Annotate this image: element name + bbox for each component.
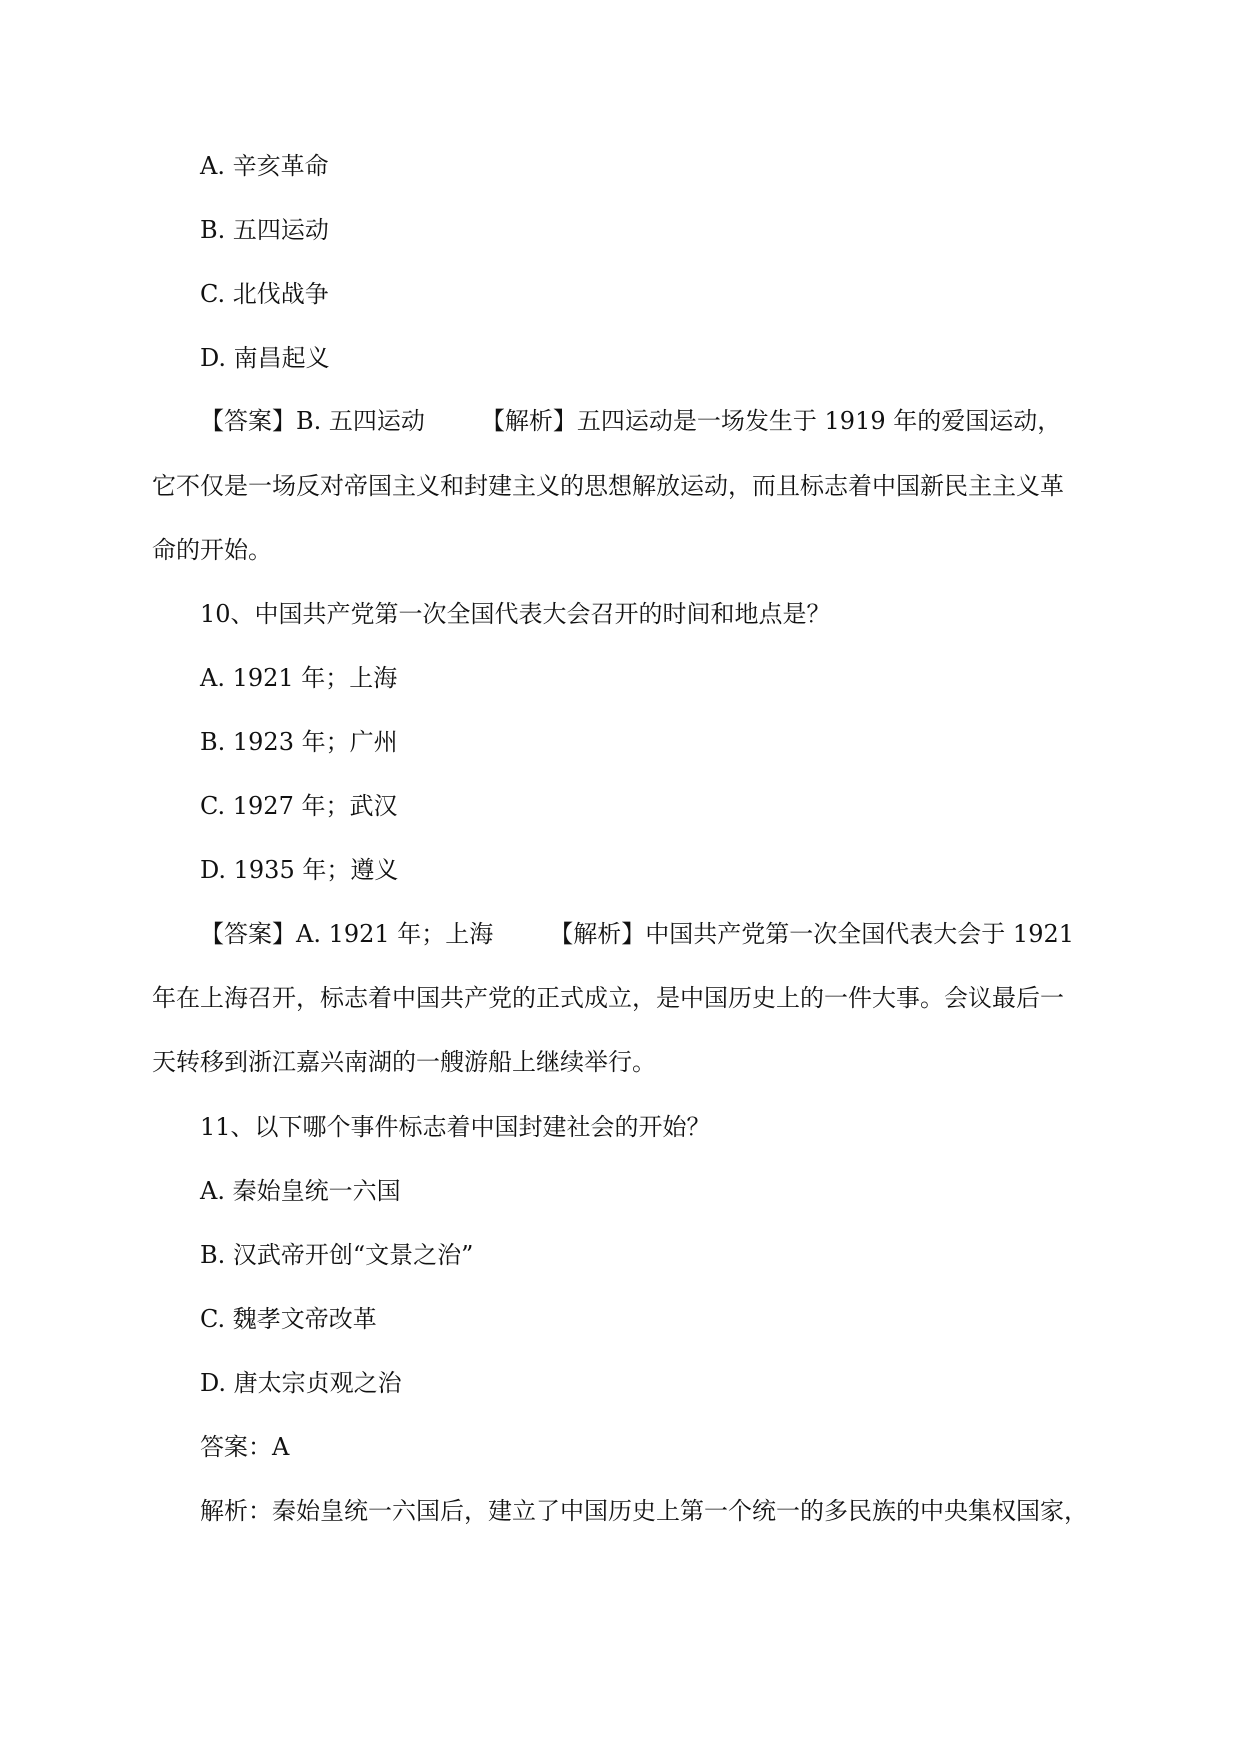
q10-analysis-start: 【解析】中国共产党第一次全国代表大会于 1921 [549,920,1075,948]
q10-analysis-line: 天转移到浙江嘉兴南湖的一艘游船上继续举行。 [152,1048,656,1076]
q9-analysis-line: 命的开始。 [152,536,272,564]
q9-option-b: B. 五四运动 [200,216,329,244]
q10-answer: 【答案】A. 1921 年；上海 [200,920,494,948]
q10-option-b: B. 1923 年；广州 [200,728,398,756]
q10-question: 10、中国共产党第一次全国代表大会召开的时间和地点是？ [200,600,831,628]
q11-option-c: C. 魏孝文帝改革 [200,1305,377,1333]
q11-question: 11、以下哪个事件标志着中国封建社会的开始？ [200,1113,711,1141]
q9-option-d: D. 南昌起义 [200,344,330,372]
q11-analysis: 解析：秦始皇统一六国后，建立了中国历史上第一个统一的多民族的中央集权国家， [200,1497,1088,1525]
q9-option-c: C. 北伐战争 [200,280,329,308]
q11-option-b: B. 汉武帝开创“文景之治” [200,1241,474,1269]
q10-option-a: A. 1921 年；上海 [200,664,398,692]
q11-option-a: A. 秦始皇统一六国 [200,1177,401,1205]
q9-analysis-line: 它不仅是一场反对帝国主义和封建主义的思想解放运动，而且标志着中国新民主主义革 [152,472,1064,500]
q9-option-a: A. 辛亥革命 [200,152,329,180]
q9-answer: 【答案】B. 五四运动 [200,407,425,435]
q9-analysis-start: 【解析】五四运动是一场发生于 1919 年的爱国运动， [480,407,1062,435]
q10-answer-row [200,918,1241,950]
q9-answer-row [200,405,1241,437]
q10-analysis-line: 年在上海召开，标志着中国共产党的正式成立，是中国历史上的一件大事。会议最后一 [152,984,1064,1012]
q11-answer: 答案：A [200,1433,290,1461]
q11-option-d: D. 唐太宗贞观之治 [200,1369,402,1397]
q10-option-c: C. 1927 年；武汉 [200,792,398,820]
q10-option-d: D. 1935 年；遵义 [200,856,399,884]
